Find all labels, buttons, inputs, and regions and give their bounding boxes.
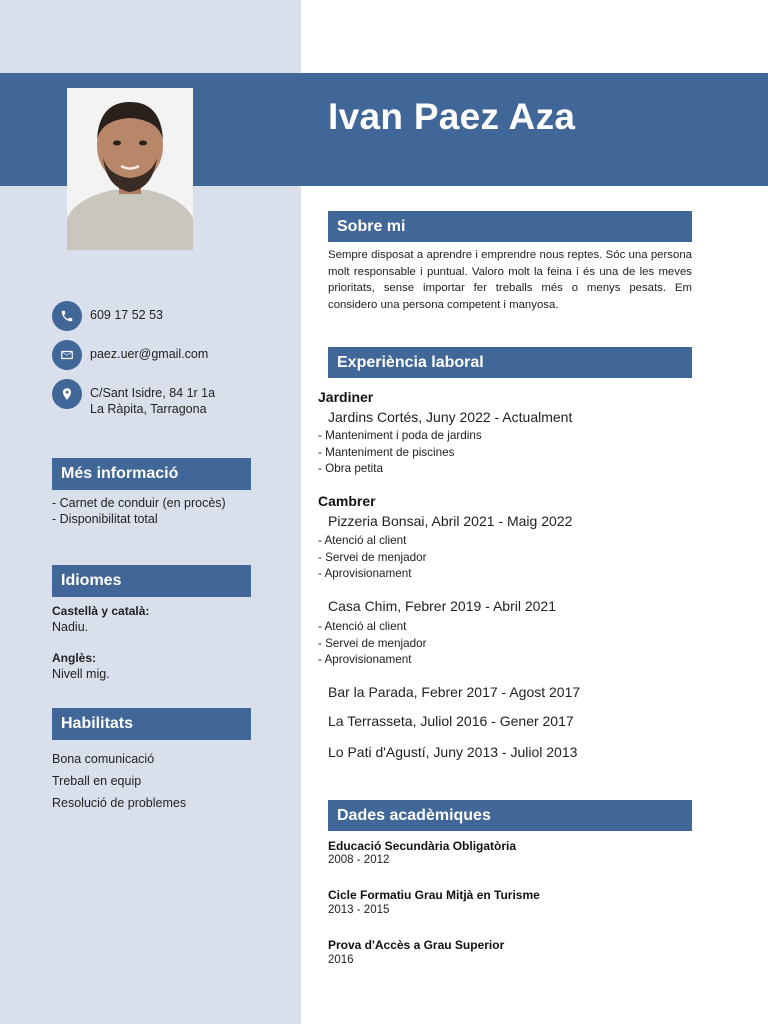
- task-list: [318, 533, 427, 583]
- list-item: - Carnet de conduir (en procès): [52, 496, 226, 510]
- list-item: - Atenció al client: [318, 534, 407, 547]
- email-icon: [52, 340, 82, 370]
- about-text: Sempre disposat a aprendre i emprendre nous reptes. Sóc una persona molt responsable i puntual. Valoro molt la feina i és una de les meves prioritats, sense importar fer treballs més o menys pesats. Em considero una persona competent i manyosa.: [328, 249, 692, 311]
- skills-list: [52, 748, 186, 814]
- language-entry: [52, 650, 110, 682]
- location-pin-icon: [52, 379, 82, 409]
- more-info-list: [52, 495, 226, 527]
- address-text: [90, 385, 215, 417]
- list-item: - Obra petita: [318, 462, 383, 476]
- contact-phone: [52, 301, 163, 331]
- email-text: paez.uer@gmail.com: [90, 347, 209, 361]
- address-line-1: C/Sant Isidre, 84 1r 1a: [90, 386, 216, 400]
- education-title: Prova d'Accès a Grau Superior: [328, 938, 505, 952]
- job-place: Jardins Cortés, Juny 2022 - Actualment: [328, 409, 573, 425]
- list-item: - Disponibilitat total: [52, 512, 158, 526]
- language-level: Nivell mig.: [52, 667, 110, 681]
- education-heading: Dades acadèmiques: [328, 800, 692, 831]
- job-place: Pizzeria Bonsai, Abril 2021 - Maig 2022: [328, 513, 573, 529]
- list-item: - Atenció al client: [318, 620, 407, 633]
- profile-photo: [67, 88, 193, 250]
- education-years: 2016: [328, 954, 354, 966]
- list-item: - Aprovisionament: [318, 567, 412, 581]
- more-info-heading: Més informació: [52, 458, 251, 490]
- education-years: 2008 - 2012: [328, 854, 390, 866]
- contact-address: [52, 379, 215, 417]
- list-item: - Manteniment i poda de jardins: [318, 429, 482, 442]
- phone-text: 609 17 52 53: [90, 308, 163, 322]
- job-place: Lo Pati d'Agustí, Juny 2013 - Juliol 2013: [328, 744, 578, 760]
- experience-heading: Experiència laboral: [328, 347, 692, 378]
- job-place: La Terrasseta, Juliol 2016 - Gener 2017: [328, 713, 574, 729]
- language-level: Nadiu.: [52, 620, 89, 634]
- languages-heading: Idiomes: [52, 565, 251, 597]
- candidate-name: Ivan Paez Aza: [328, 96, 576, 137]
- task-list: [318, 619, 427, 669]
- list-item: - Servei de menjador: [318, 636, 427, 650]
- education-title: Educació Secundària Obligatòria: [328, 839, 517, 853]
- job-title: Cambrer: [318, 493, 376, 509]
- list-item: - Aprovisionament: [318, 653, 412, 667]
- phone-icon: [52, 301, 82, 331]
- list-item: Treball en equip: [52, 774, 142, 788]
- education-title: Cicle Formatiu Grau Mitjà en Turisme: [328, 888, 540, 902]
- job-place: Casa Chim, Febrer 2019 - Abril 2021: [328, 598, 556, 614]
- language-entry: [52, 603, 149, 635]
- list-item: Resolució de problemes: [52, 796, 187, 810]
- job-title: Jardiner: [318, 389, 374, 405]
- list-item: - Manteniment de piscines: [318, 445, 455, 459]
- contact-email: [52, 340, 208, 370]
- task-list: [318, 428, 482, 478]
- skills-heading: Habilitats: [52, 708, 251, 740]
- job-place: Bar la Parada, Febrer 2017 - Agost 2017: [328, 684, 581, 700]
- list-item: - Servei de menjador: [318, 550, 427, 564]
- education-years: 2013 - 2015: [328, 904, 390, 916]
- language-name: Castellà y català:: [52, 604, 150, 618]
- about-heading: Sobre mi: [328, 211, 692, 242]
- language-name: Anglès:: [52, 651, 97, 665]
- list-item: Bona comunicació: [52, 752, 155, 766]
- address-line-2: La Ràpita, Tarragona: [90, 402, 207, 416]
